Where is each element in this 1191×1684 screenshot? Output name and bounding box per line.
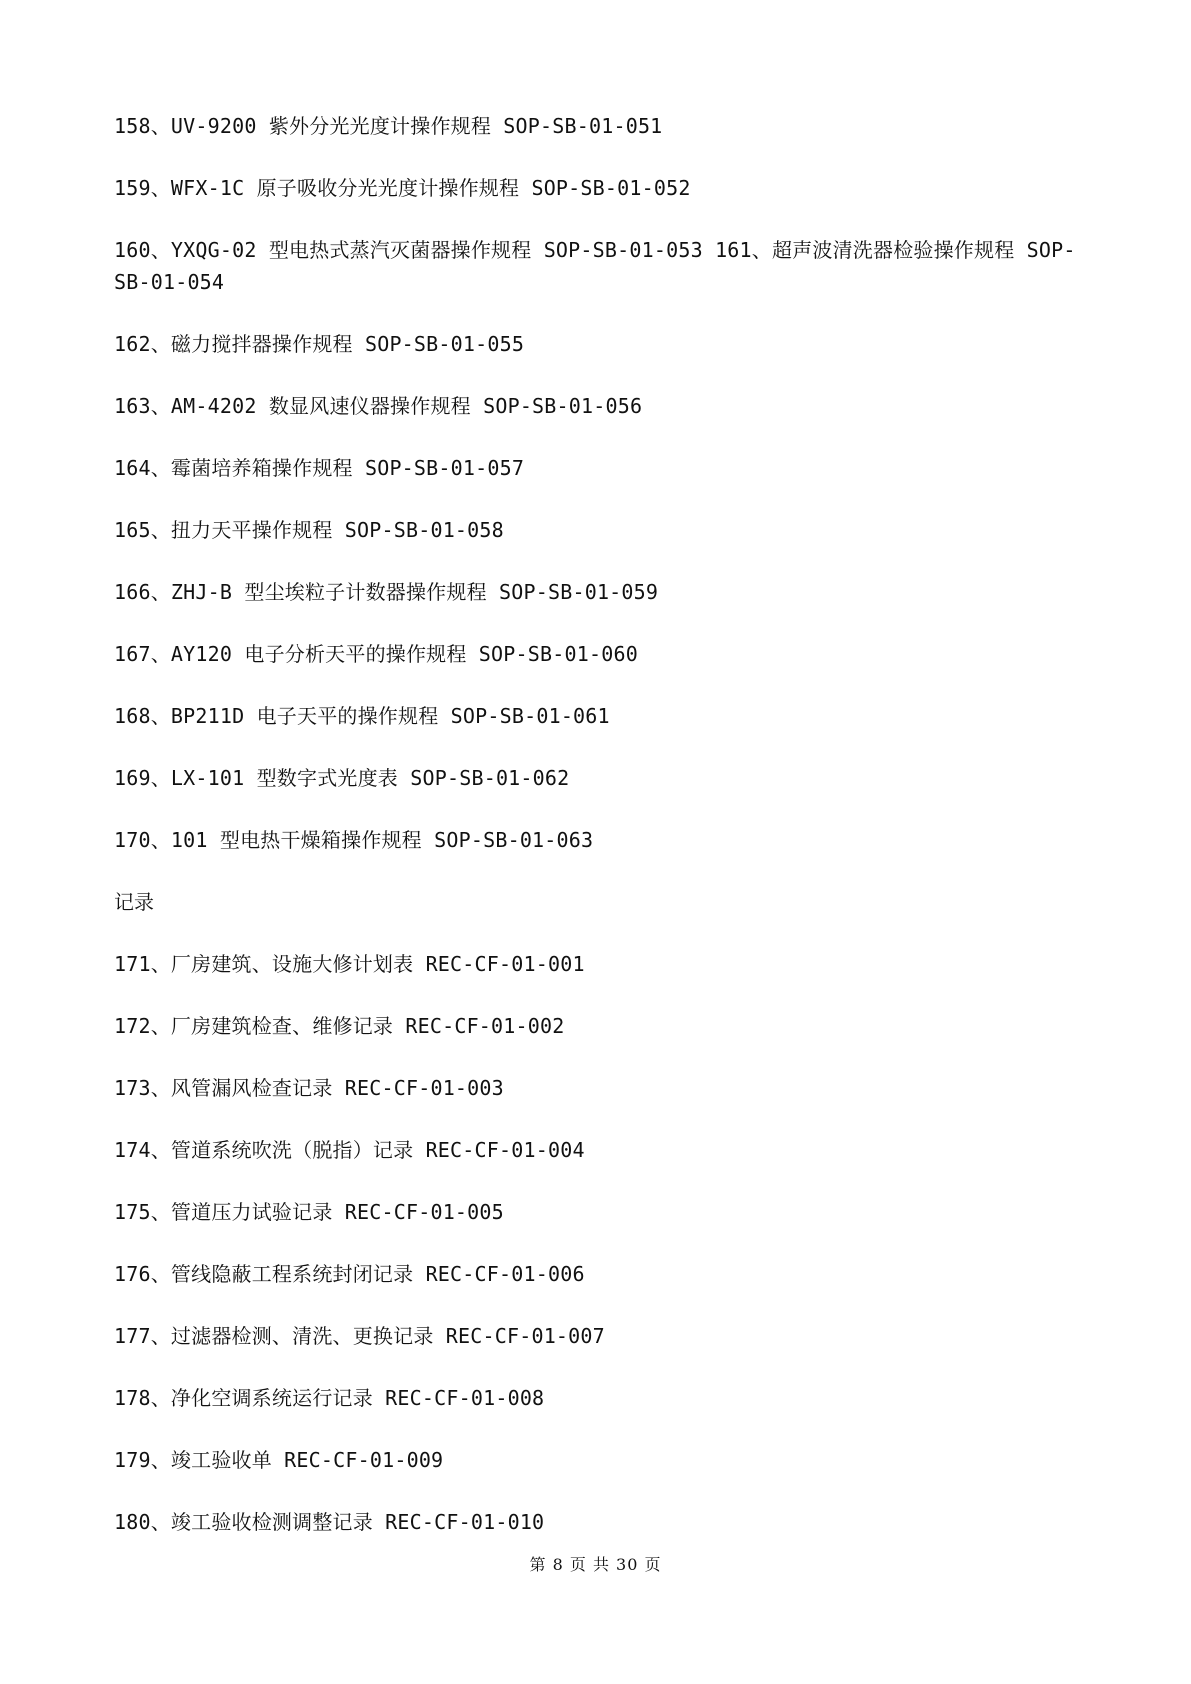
list-item: 165、扭力天平操作规程 SOP-SB-01-058 (114, 518, 504, 542)
list-item: 178、净化空调系统运行记录 REC-CF-01-008 (114, 1386, 545, 1410)
list-item: 164、霉菌培养箱操作规程 SOP-SB-01-057 (114, 456, 525, 480)
list-item: 166、ZHJ-B 型尘埃粒子计数器操作规程 SOP-SB-01-059 (114, 580, 659, 604)
list-item: 169、LX-101 型数字式光度表 SOP-SB-01-062 (114, 766, 570, 790)
list-item: 179、竣工验收单 REC-CF-01-009 (114, 1448, 444, 1472)
list-item: 158、UV-9200 紫外分光光度计操作规程 SOP-SB-01-051 (114, 114, 663, 138)
list-item: 163、AM-4202 数显风速仪器操作规程 SOP-SB-01-056 (114, 394, 643, 418)
list-item: 177、过滤器检测、清洗、更换记录 REC-CF-01-007 (114, 1324, 605, 1348)
list-item: 160、YXQG-02 型电热式蒸汽灭菌器操作规程 SOP-SB-01-053 161、超声波清洗器检验操作规程 SOP-SB-01-054 (114, 238, 1076, 294)
list-item: 159、WFX-1C 原子吸收分光光度计操作规程 SOP-SB-01-052 (114, 176, 691, 200)
list-item: 173、风管漏风检查记录 REC-CF-01-003 (114, 1076, 504, 1100)
document-body (114, 110, 1094, 1568)
list-item: 168、BP211D 电子天平的操作规程 SOP-SB-01-061 (114, 704, 610, 728)
list-item: 167、AY120 电子分析天平的操作规程 SOP-SB-01-060 (114, 642, 638, 666)
section-heading: 记录 (114, 890, 154, 914)
list-item: 176、管线隐蔽工程系统封闭记录 REC-CF-01-006 (114, 1262, 585, 1286)
list-item: 175、管道压力试验记录 REC-CF-01-005 (114, 1200, 504, 1224)
list-item: 180、竣工验收检测调整记录 REC-CF-01-010 (114, 1510, 545, 1534)
list-item: 174、管道系统吹洗（脱指）记录 REC-CF-01-004 (114, 1138, 585, 1162)
list-item: 162、磁力搅拌器操作规程 SOP-SB-01-055 (114, 332, 525, 356)
list-item: 172、厂房建筑检查、维修记录 REC-CF-01-002 (114, 1014, 565, 1038)
page-footer: 第 8 页 共 30 页 (529, 1555, 662, 1574)
list-item: 170、101 型电热干燥箱操作规程 SOP-SB-01-063 (114, 828, 594, 852)
list-item: 171、厂房建筑、设施大修计划表 REC-CF-01-001 (114, 952, 585, 976)
